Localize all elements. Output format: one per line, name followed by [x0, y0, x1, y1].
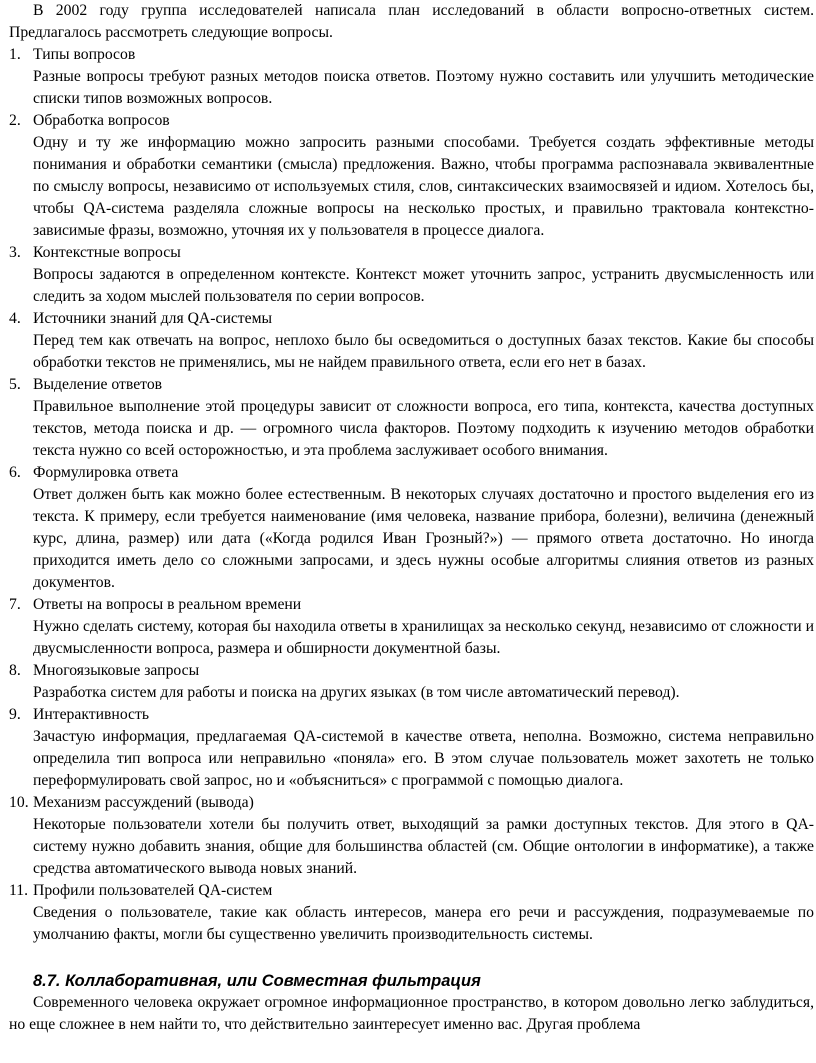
list-item-body: Сведения о пользователе, такие как область интересов, манера его речи и рассуждения, подразумеваемые по умолчанию факты, могли бы существенно увеличить производительность системы.	[33, 904, 814, 943]
list-item-heading	[9, 242, 814, 264]
list-item-body: Ответ должен быть как можно более естественным. В некоторых случаях достаточно и простого выделения его из текста. К примеру, если требуется наименование (имя человека, название прибора, болезни), величина (денежный курс, длина, размер) или дата («Когда родился Иван Грозный?») — прямого ответа достаточно. Но иногда приходится иметь дело со сложными запросами, и здесь нужны особые алгоритмы слияния ответов из разных документов.	[33, 486, 814, 591]
list-item-title: Контекстные вопросы	[33, 244, 181, 261]
list-item-heading	[9, 792, 814, 814]
section-heading: 8.7. Коллаборативная, или Совместная фильтрация	[33, 972, 481, 990]
list-item-number: 1.	[9, 46, 21, 63]
list-item-number: 6.	[9, 464, 21, 481]
list-item-body: Зачастую информация, предлагаемая QA-системой в качестве ответа, неполна. Возможно, система неправильно определила тип вопроса или неправильно «поняла» его. В этом случае пользователь может захотеть не только переформулировать свой запрос, но и «объясниться» с программой с помощью диалога.	[33, 728, 814, 789]
list-item	[9, 308, 814, 374]
list-item	[9, 660, 814, 704]
list-item-title: Типы вопросов	[33, 46, 136, 63]
list-item-body: Правильное выполнение этой процедуры зависит от сложности вопроса, его типа, контекста, качества доступных текстов, метода поиска и др. — огромного числа факторов. Поэтому подходить к изучению методов обработки текста нужно со всей осторожностью, и эта проблема заслуживает особого внимания.	[33, 398, 814, 459]
list-item-number: 7.	[9, 596, 21, 613]
list-item-body: Некоторые пользователи хотели бы получить ответ, выходящий за рамки доступных текстов. Для этого в QA-систему нужно добавить знания, общие для большинства областей (см. Общие онтологии в информатике), а также средства автоматического вывода новых знаний.	[33, 816, 814, 877]
list-item-title: Механизм рассуждений (вывода)	[33, 794, 254, 811]
list-item-number: 3.	[9, 244, 21, 261]
list-item-body: Разработка систем для работы и поиска на других языках (в том числе автоматический перевод).	[33, 684, 680, 701]
list-item-number: 5.	[9, 376, 21, 393]
list-item-title: Источники знаний для QA-системы	[33, 310, 273, 327]
list-item	[9, 792, 814, 880]
list-item-title: Профили пользователей QA-систем	[33, 882, 273, 899]
list-item	[9, 374, 814, 462]
list-item	[9, 110, 814, 242]
list-item-body: Перед тем как отвечать на вопрос, неплохо было бы осведомиться о доступных базах текстов. Какие бы способы обработки текстов не применялись, мы не найдем правильного ответа, если его нет в базах.	[33, 332, 814, 371]
list-item-body: Разные вопросы требуют разных методов поиска ответов. Поэтому нужно составить или улучшить методические списки типов возможных вопросов.	[33, 68, 814, 107]
list-item-heading	[9, 594, 814, 616]
list-item	[9, 242, 814, 308]
list-item-heading	[9, 462, 814, 484]
list-item	[9, 704, 814, 792]
list-item-title: Обработка вопросов	[33, 112, 170, 129]
section-spacer	[9, 946, 814, 970]
list-item-heading	[9, 374, 814, 396]
list-item-heading	[9, 660, 814, 682]
list-item-number: 10.	[9, 794, 29, 811]
list-item-number: 8.	[9, 662, 21, 679]
list-item	[9, 462, 814, 594]
list-item-heading	[9, 880, 814, 902]
list-item-number: 9.	[9, 706, 21, 723]
list-item-heading	[9, 44, 814, 66]
list-item-number: 2.	[9, 112, 21, 129]
research-questions-list	[9, 44, 814, 946]
list-item-body: Вопросы задаются в определенном контексте. Контекст может уточнить запрос, устранить двусмысленность или следить за ходом мыслей пользователя по серии вопросов.	[33, 266, 814, 305]
list-item-heading	[9, 704, 814, 726]
list-item-body: Нужно сделать систему, которая бы находила ответы в хранилищах за несколько секунд, независимо от сложности и двусмысленности вопроса, размера и обширности документной базы.	[33, 618, 814, 657]
section-paragraph: Современного человека окружает огромное информационное пространство, в котором довольно легко заблудиться, но еще сложнее в нем найти то, что действительно заинтересует именно вас. Другая проблема	[9, 994, 814, 1033]
list-item-title: Многоязыковые запросы	[33, 662, 200, 679]
document-page	[9, 0, 814, 1036]
list-item-body: Одну и ту же информацию можно запросить разными способами. Требуется создать эффективные методы понимания и обработки семантики (смысла) предложения. Важно, чтобы программа распознавала эквивалентные по смыслу вопросы, независимо от используемых стиля, слов, синтаксических взаимосвязей и идиом. Хотелось бы, чтобы QA-система разделяла сложные вопросы на несколько простых, и правильно трактовала контекстно-зависимые фразы, возможно, уточняя их у пользователя в процессе диалога.	[33, 134, 814, 239]
list-item-number: 4.	[9, 310, 21, 327]
list-item-heading	[9, 110, 814, 132]
list-item	[9, 594, 814, 660]
list-item-heading	[9, 308, 814, 330]
list-item-title: Формулировка ответа	[33, 464, 179, 481]
list-item-title: Интерактивность	[33, 706, 150, 723]
list-item	[9, 44, 814, 110]
intro-paragraph: В 2002 году группа исследователей написала план исследований в области вопросно-ответных систем. Предлагалось рассмотреть следующие вопросы.	[9, 2, 814, 41]
list-item-number: 11.	[9, 882, 29, 899]
list-item-title: Выделение ответов	[33, 376, 163, 393]
list-item	[9, 880, 814, 946]
list-item-title: Ответы на вопросы в реальном времени	[33, 596, 302, 613]
